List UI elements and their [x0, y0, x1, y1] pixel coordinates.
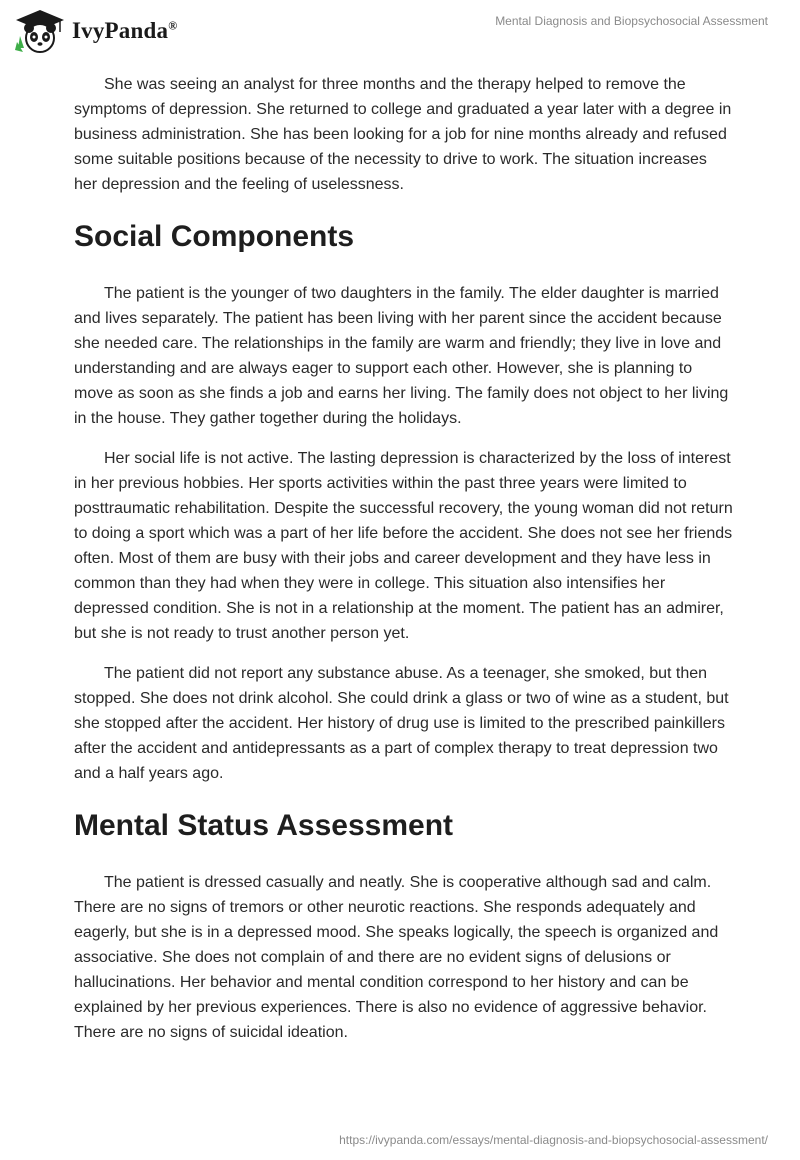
ivypanda-logo[interactable]	[14, 8, 177, 54]
brand-name: IvyPanda®	[72, 18, 178, 43]
heading-social-components: Social Components	[74, 220, 355, 253]
essay-content	[74, 72, 734, 1060]
paragraph-social-family: The patient is the younger of two daughters in the family. The elder daughter is married and lives separately. The patient has been living with her parent since the accident because she needed care. The relationships in the family are warm and friendly; they live in love and understanding and are always eager to support each other. However, she is planning to move as soon as she finds a job and earns her living. The family does not object to her living in the house. They gather together during the holidays.	[74, 285, 729, 427]
page-header	[0, 0, 800, 70]
paragraph-substance-use: The patient did not report any substance abuse. As a teenager, she smoked, but then stopped. She does not drink alcohol. She could drink a glass or two of wine as a student, but she stopped after the accident. Her history of drug use is limited to the prescribed painkillers after the accident and antidepressants as a part of complex therapy to treat depression two and a half years ago.	[74, 665, 729, 782]
paragraph-mental-status: The patient is dressed casually and neatly. She is cooperative although sad and calm. There are no signs of tremors or other neurotic reactions. She responds adequately and eagerly, but she is in a depressed mood. She speaks logically, the speech is organized and associative. She does not complain of and there are no evident signs of delusions or hallucinations. Her behavior and mental condition correspond to her history and can be explained by her previous experiences. There is also no evidence of aggressive behavior. There are no signs of suicidal ideation.	[74, 874, 719, 1041]
paragraph-intro: She was seeing an analyst for three months and the therapy helped to remove the symptoms of depression. She returned to college and graduated a year later with a degree in business administration. She has been looking for a job for nine months already and refused some suitable positions because of the necessity to drive to work. The situation increases her depression and the feeling of uselessness.	[74, 76, 732, 193]
heading-mental-status: Mental Status Assessment	[74, 809, 454, 842]
panda-graduate-icon	[14, 8, 66, 54]
paragraph-social-life: Her social life is not active. The lasting depression is characterized by the loss of interest in her previous hobbies. Her sports activities within the past three years were limited to posttraumatic rehabilitation. Despite the successful recovery, the young woman did not return to doing a sport which was a part of her life before the accident. She does not see her friends often. Most of them are busy with their jobs and career development and they have less in common than they had when they were in college. This situation also intensifies her depressed condition. She is not in a relationship at the moment. The patient has an admirer, but she is not ready to trust another person yet.	[74, 450, 733, 642]
document-title: Mental Diagnosis and Biopsychosocial Assessment	[495, 14, 768, 28]
source-url[interactable]: https://ivypanda.com/essays/mental-diagnosis-and-biopsychosocial-assessment/	[339, 1133, 768, 1147]
